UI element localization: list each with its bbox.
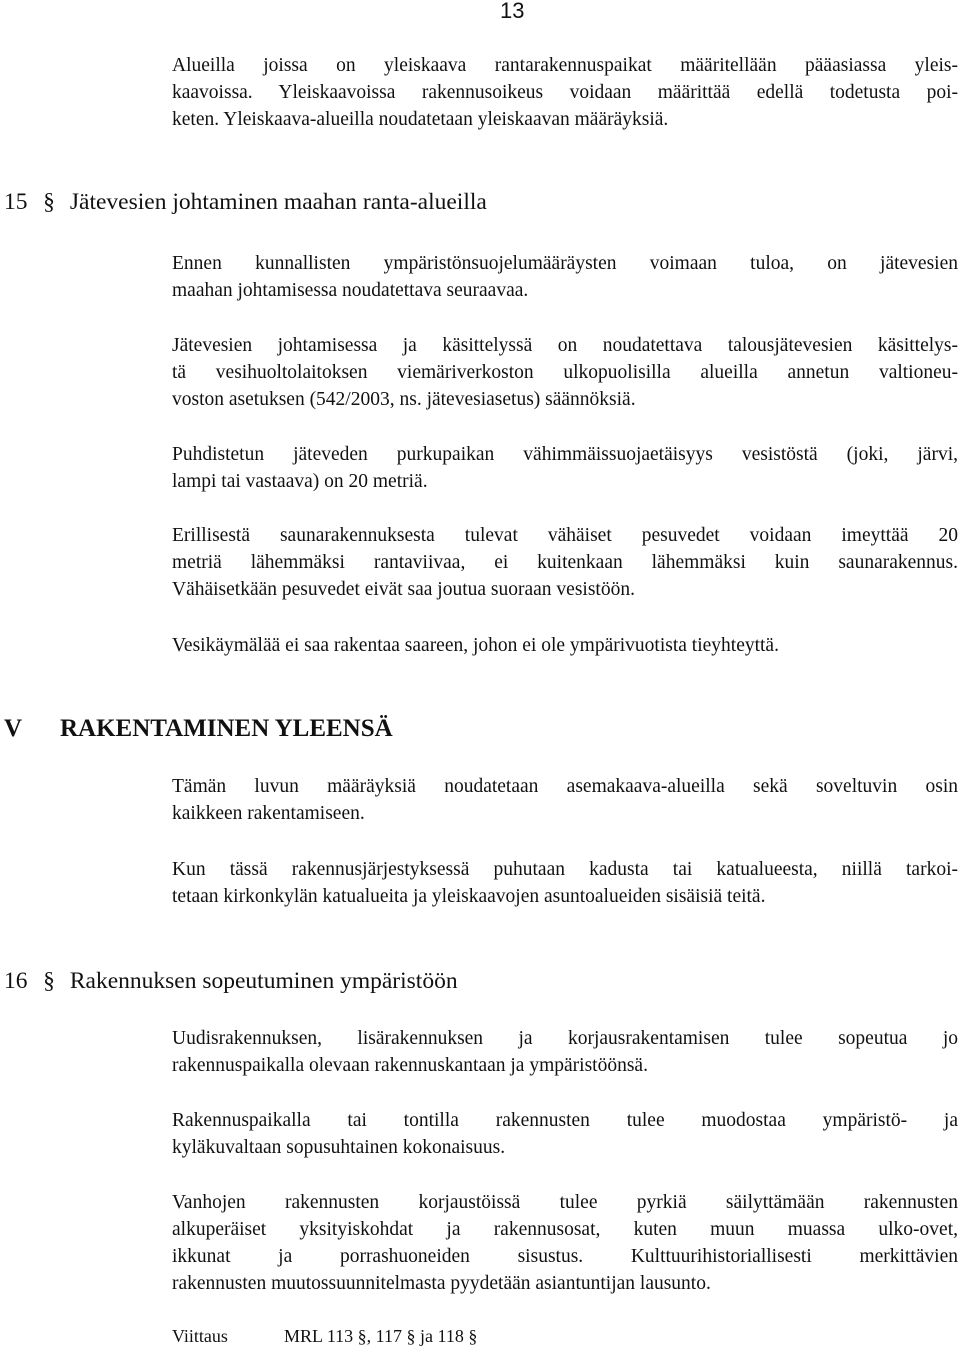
section-16-paragraph-1 [172,1025,958,1079]
section-symbol: § [43,968,55,994]
chapter-paragraph-2 [172,856,958,910]
text-line: ikkunat ja porrashuoneiden sisustus. Kulttuurihistoriallisesti merkittävien [172,1246,958,1267]
intro-paragraph [172,52,958,133]
text-line: Ennen kunnallisten ympäristönsuojelumääräysten voimaan tuloa, on jätevesien [172,253,958,274]
text-line: kaavoissa. Yleiskaavoissa rakennusoikeus voidaan määrittää edellä todetusta poi- [172,82,958,103]
text-line: alkuperäiset yksityiskohdat ja rakennusosat, kuten muun muassa ulko-ovet, [172,1219,958,1240]
section-16-paragraph-2 [172,1107,958,1161]
section-symbol: § [43,189,55,215]
chapter-heading [4,713,393,745]
section-15-paragraph-5 [172,632,958,659]
text-line: voston asetuksen (542/2003, ns. jätevesiasetus) säännöksiä. [172,389,636,410]
text-line: metriä lähemmäksi rantaviivaa, ei kuitenkaan lähemmäksi kuin saunarakennus. [172,552,958,573]
text-line: Vanhojen rakennusten korjaustöissä tulee pyrkiä säilyttämään rakennusten [172,1192,958,1213]
reference-text: MRL 113 §, 117 § ja 118 § [284,1326,478,1346]
section-title: Rakennuksen sopeutuminen ympäristöön [69,968,458,994]
section-title: Jätevesien johtaminen maahan ranta-alueilla [69,189,487,215]
chapter-numeral: V [4,715,23,742]
text-line: rakennuspaikalla olevaan rakennuskantaan ja ympäristöönsä. [172,1055,648,1076]
chapter-title: RAKENTAMINEN YLEENSÄ [60,715,393,742]
text-line: kaikkeen rakentamiseen. [172,803,365,824]
text-line: Vesikäymälää ei saa rakentaa saareen, johon ei ole ympärivuotista tieyhteyttä. [172,635,779,656]
text-line: Alueilla joissa on yleiskaava rantarakennuspaikat määritellään pääasiassa yleis- [172,55,958,76]
reference-label: Viittaus [172,1326,228,1346]
page-number: 13 [500,0,525,23]
reference-line [172,1324,477,1348]
text-line: Rakennuspaikalla tai tontilla rakennusten tulee muodostaa ympäristö- ja [172,1110,958,1131]
section-16-paragraph-3 [172,1189,958,1297]
text-line: rakennusten muutossuunnitelmasta pyydetään asiantuntijan lausunto. [172,1273,711,1294]
text-line: Tämän luvun määräyksiä noudatetaan asemakaava-alueilla sekä soveltuvin osin [172,776,958,797]
text-line: Uudisrakennuksen, lisärakennuksen ja korjausrakentamisen tulee sopeutua jo [172,1028,958,1049]
text-line: maahan johtamisessa noudatettava seuraavaa. [172,280,529,301]
text-line: Jätevesien johtamisessa ja käsittelyssä on noudatettava talousjätevesien käsittelys- [172,335,958,356]
text-line: lampi tai vastaava) on 20 metriä. [172,471,428,492]
section-number: 15 [4,189,28,215]
section-15-paragraph-1 [172,250,958,304]
text-line: keten. Yleiskaava-alueilla noudatetaan yleiskaavan määräyksiä. [172,109,669,130]
section-15-heading [4,187,487,217]
section-15-paragraph-2 [172,332,958,413]
section-16-heading [4,966,458,996]
text-line: Erillisestä saunarakennuksesta tulevat vähäiset pesuvedet voidaan imeyttää 20 [172,525,958,546]
text-line: tetaan kirkonkylän katualueita ja yleiskaavojen asuntoalueiden sisäisiä teitä. [172,886,766,907]
text-line: Kun tässä rakennusjärjestyksessä puhutaan kadusta tai katualueesta, niillä tarkoi- [172,859,958,880]
chapter-paragraph-1 [172,773,958,827]
text-line: tä vesihuoltolaitoksen viemäriverkoston ulkopuolisilla alueilla annetun valtioneu- [172,362,958,383]
section-15-paragraph-4 [172,522,958,603]
text-line: kyläkuvaltaan sopusuhtainen kokonaisuus. [172,1137,506,1158]
section-15-paragraph-3 [172,441,958,495]
text-line: Vähäisetkään pesuvedet eivät saa joutua suoraan vesistöön. [172,579,635,600]
section-number: 16 [4,968,28,994]
text-line: Puhdistetun jäteveden purkupaikan vähimmäissuojaetäisyys vesistöstä (joki, järvi, [172,444,958,465]
